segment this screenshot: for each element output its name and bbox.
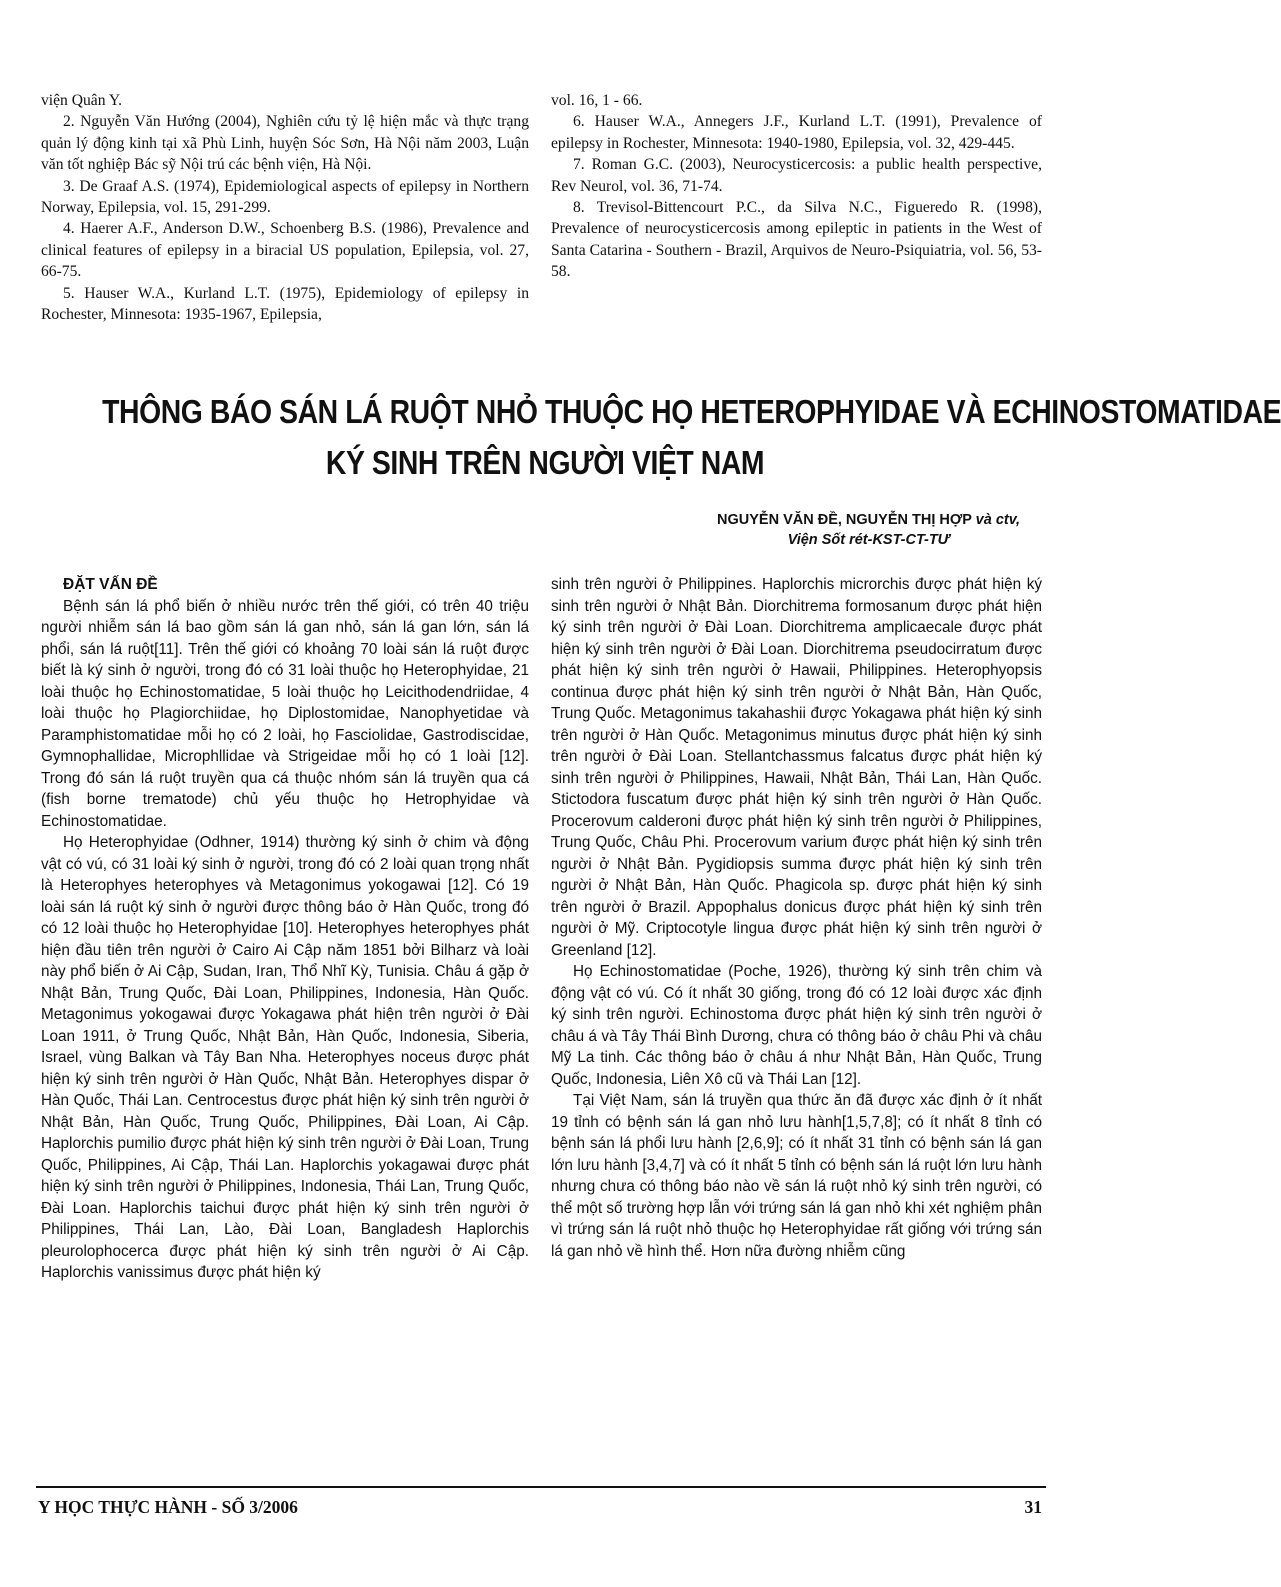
reference-entry: 7. Roman G.C. (2003), Neurocysticercosis: a public health perspective, Rev Neurol, vol. 36, 71-74.	[551, 156, 1042, 195]
body-paragraph: Họ Heterophyidae (Odhner, 1914) thường ký sinh ở chim và động vật có vú, có 31 loài ký sinh ở người, trong đó có 2 loài quan trọng nhất là Heterophyes heterophyes và Metagonimus yokogawai [12]. Có 19 loài sán lá ruột ký sinh ở người được thông báo ở Hàn Quốc, trong đó có 12 loài thuộc họ Heterophyidae [10]. Heterophyes heterophyes phát hiện đầu tiên trên người ở Cairo Ai Cập năm 1851 bởi Bilharz và loài này phổ biến ở Ai Cập, Sudan, Iran, Thổ Nhĩ Kỳ, Tunisia. Châu á gặp ở Nhật Bản, Trung Quốc, Đài Loan, Philippines, Indonesia, Hàn Quốc. Metagonimus yokogawai được Yokagawa phát hiện trên người ở Đài Loan 1911, ở Trung Quốc, Nhật Bản, Hàn Quốc, Indonesia, Siberia, Israel, vùng Balkan và Tây Ban Nha. Heterophyes noceus được phát hiện ký sinh trên người ở Hàn Quốc, Nhật Bản. Heterophyes dispar ở Hàn Quốc, Thái Lan. Centrocestus được phát hiện ký sinh trên người ở Nhật Bản, Hàn Quốc, Trung Quốc, Philippines, Đài Loan, Ai Cập. Haplorchis pumilio được phát hiện ký sinh trên người ở Đài Loan, Trung Quốc, Philippines, Ai Cập, Thái Lan. Haplorchis yokagawai được phát hiện ký sinh trên người ở Philippines, Indonesia, Thái Lan, Trung Quốc, Đài Loan. Haplorchis taichui được phát hiện ký sinh trên người ở Philippines, Thái Lan, Lào, Đài Loan, Bangladesh Haplorchis pleurolophocerca được phát hiện ký sinh trên người ở Ai Cập. Haplorchis vanissimus được phát hiện ký	[41, 834, 529, 1281]
author-block	[717, 510, 1020, 550]
reference-entry: 3. De Graaf A.S. (1974), Epidemiological aspects of epilepsy in Northern Norway, Epilepsia, vol. 15, 291-299.	[41, 177, 529, 217]
reference-entry: 4. Haerer A.F., Anderson D.W., Schoenberg B.S. (1986), Prevalence and clinical features of epilepsy in a biracial US population, Epilepsia, vol. 27, 66-75.	[41, 220, 529, 281]
body-paragraph: sinh trên người ở Philippines. Haplorchis microrchis được phát hiện ký sinh trên người ở Nhật Bản. Diorchitrema formosanum được phát hiện ký sinh trên người ở Đài Loan. Diorchitrema amplicaecale được phát hiện ký sinh trên người ở Đài Loan. Diorchitrema pseudocirratum được phát hiện ký sinh trên người ở Hawaii, Philippines. Heterophyopsis continua được phát hiện ký sinh trên người ở Nhật Bản, Hàn Quốc, Trung Quốc. Metagonimus takahashii được Yokagawa phát hiện ký sinh trên người ở Hàn Quốc. Metagonimus minutus được phát hiện ký sinh trên người ở Đài Loan. Stellantchassmus falcatus được phát hiện ký sinh trên người ở Philippines, Hawaii, Nhật Bản, Thái Lan, Hàn Quốc. Stictodora fuscatum được phát hiện ký sinh trên người ở Hàn Quốc. Procerovum calderoni được phát hiện ký sinh trên người ở Philippines, Trung Quốc, Châu Phi. Procerovum varium được phát hiện ký sinh trên người ở Nhật Bản. Pygidiopsis summa được phát hiện ký sinh trên người ở Nhật Bản, Hàn Quốc. Phagicola sp. được phát hiện ký sinh trên người ở Brazil. Appophalus donicus được phát hiện ký sinh trên người ở Mỹ. Criptocotyle lingua được phát hiện ký sinh trên người ở Greenland [12].	[551, 576, 1042, 959]
references-right-column	[551, 90, 1042, 283]
footer-journal-name: Y HỌC THỰC HÀNH - SỐ 3/2006	[38, 1497, 298, 1517]
section-heading: ĐẶT VẤN ĐỀ	[63, 576, 158, 593]
body-right-column	[551, 574, 1042, 1262]
article-title-line-2: KÝ SINH TRÊN NGƯỜI VIỆT NAM	[325, 444, 765, 481]
body-left-column	[41, 574, 529, 1284]
references-left-column	[41, 90, 529, 325]
author-affiliation: Viện Sốt rét-KST-CT-TƯ	[787, 532, 950, 548]
reference-entry: 5. Hauser W.A., Kurland L.T. (1975), Epidemiology of epilepsy in Rochester, Minnesota: 1935-1967, Epilepsia,	[41, 284, 529, 324]
author-names: NGUYỄN VĂN ĐỀ, NGUYỄN THỊ HỢP	[717, 512, 972, 528]
reference-entry: 2. Nguyễn Văn Hướng (2004), Nghiên cứu tỷ lệ hiện mắc và thực trạng quản lý động kinh tại xã Phù Linh, huyện Sóc Sơn, Hà Nội năm 2003, Luận văn tốt nghiệp Bác sỹ Nội trú các bệnh viện, Hà Nội.	[41, 113, 529, 174]
body-paragraph: Họ Echinostomatidae (Poche, 1926), thường ký sinh trên chim và động vật có vú. Có ít nhất 30 giống, trong đó có 12 loài được xác định ký sinh trên người. Echinostoma được phát hiện ký sinh trên người ở châu á và Tây Thái Bình Dương, chưa có thông báo ở châu Phi và châu Mỹ La tinh. Các thông báo ở châu á như Nhật Bản, Hàn Quốc, Trung Quốc, Indonesia, Liên Xô cũ và Thái Lan [12].	[551, 963, 1042, 1088]
reference-entry: 8. Trevisol-Bittencourt P.C., da Silva N.C., Figueredo R. (1998), Prevalence of neurocysticercosis among epileptic in patients in the West of Santa Catarina - Southern - Brazil, Arquivos de Neuro-Psiquiatria, vol. 56, 53-58.	[551, 199, 1042, 281]
reference-entry: viện Quân Y.	[41, 92, 122, 109]
reference-entry: vol. 16, 1 - 66.	[551, 92, 643, 109]
author-line	[717, 510, 1020, 530]
body-paragraph: Bệnh sán lá phổ biến ở nhiều nước trên thế giới, có trên 40 triệu người nhiễm sán lá bao gồm sán lá gan nhỏ, sán lá gan lớn, sán lá phổi, sán lá ruột[11]. Trên thế giới có khoảng 70 loài sán lá ruột được biết là ký sinh ở người, trong đó có 31 loài thuộc họ Heterophyidae, 21 loài thuộc họ Echinostomatidae, 5 loài thuộc họ Leicithodendriidae, 4 loài thuộc họ Plagiorchiidae, họ Diplostomidae, Nanophyetidae và Paramphistomatidae mỗi họ có 2 loài, họ Fasciolidae, Gastrodiscidae, Gymnophallidae, Microphllidae và Strigeidae mỗi họ có 1 loài [12]. Trong đó sán lá ruột truyền qua cá thuộc nhóm sán lá truyền qua cá (fish borne trematode) chủ yếu thuộc họ Hetrophyidae và Echinostomatidae.	[41, 597, 529, 830]
footer-rule	[36, 1486, 1046, 1488]
body-paragraph: Tại Việt Nam, sán lá truyền qua thức ăn đã được xác định ở ít nhất 19 tỉnh có bệnh sán lá gan nhỏ lưu hành[1,5,7,8]; có ít nhất 8 tỉnh có bệnh sán lá phổi lưu hành [2,6,9]; có ít nhất 31 tỉnh có bệnh sán lá gan lớn lưu hành [3,4,7] và có ít nhất 5 tỉnh có bệnh sán lá ruột lớn lưu hành nhưng chưa có thông báo nào về sán lá ruột nhỏ ký sinh trên người, có thể một số trường hợp lẫn với trứng sán lá gan nhỏ khi xét nghiệm phân vì trứng sán lá ruột nhỏ thuộc họ Heterophyidae rất giống với trứng sán lá gan nhỏ về hình thể. Hơn nữa đường nhiễm cũng	[551, 1092, 1042, 1260]
article-title-line-1: THÔNG BÁO SÁN LÁ RUỘT NHỎ THUỘC HỌ HETEROPHYIDAE VÀ ECHINOSTOMATIDAE	[102, 393, 1281, 430]
page-number: 31	[1024, 1497, 1042, 1517]
author-etal: và ctv,	[975, 512, 1020, 528]
reference-entry: 6. Hauser W.A., Annegers J.F., Kurland L.T. (1991), Prevalence of epilepsy in Rochester, Minnesota: 1940-1980, Epilepsia, vol. 32, 429-445.	[551, 113, 1042, 152]
